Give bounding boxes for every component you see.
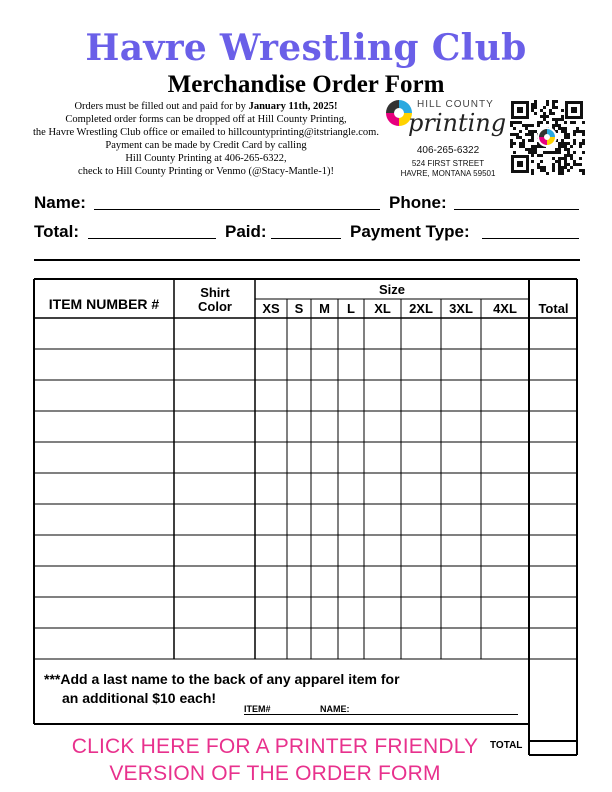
- total-input-line[interactable]: [88, 238, 216, 239]
- qr-module: [576, 163, 579, 166]
- qr-module: [531, 139, 534, 142]
- qr-module: [525, 133, 528, 136]
- qr-module: [576, 130, 579, 133]
- qr-module: [564, 166, 567, 169]
- qr-module: [561, 157, 564, 160]
- qr-module: [552, 103, 555, 106]
- qr-module: [561, 130, 564, 133]
- qr-module: [579, 163, 582, 166]
- qr-module: [564, 121, 567, 124]
- qr-module: [531, 136, 534, 139]
- qr-module: [564, 148, 567, 151]
- qr-module: [534, 148, 537, 151]
- qr-module: [567, 151, 570, 154]
- qr-module: [555, 151, 558, 154]
- qr-module: [582, 151, 585, 154]
- qr-module: [525, 127, 528, 130]
- qr-module: [558, 127, 561, 130]
- intro-line-deadline: Orders must be filled out and paid for by January 11th, 2025!: [74, 101, 338, 112]
- column-header-total: Total: [538, 301, 569, 316]
- logo-brand-script: printing: [408, 109, 507, 137]
- qr-module: [558, 142, 561, 145]
- paid-label: Paid:: [225, 222, 267, 241]
- qr-module: [582, 121, 585, 124]
- divider: [34, 259, 580, 261]
- qr-module: [549, 112, 552, 115]
- qr-module: [564, 142, 567, 145]
- page-title: Havre Wrestling Club: [85, 27, 527, 69]
- qr-module: [555, 106, 558, 109]
- qr-module: [549, 151, 552, 154]
- qr-module: [552, 100, 555, 103]
- qr-module: [546, 100, 549, 103]
- qr-module: [555, 121, 558, 124]
- qr-module: [531, 106, 534, 109]
- qr-module: [579, 130, 582, 133]
- qr-module: [531, 130, 534, 133]
- logo-brand-top: HILL COUNTY: [417, 99, 494, 110]
- qr-module: [552, 166, 555, 169]
- qr-module: [564, 163, 567, 166]
- column-header-size: Size: [378, 282, 405, 297]
- qr-module: [582, 142, 585, 145]
- qr-module: [567, 142, 570, 145]
- qr-module: [555, 100, 558, 103]
- phone-label: Phone:: [389, 193, 447, 212]
- qr-module: [552, 163, 555, 166]
- qr-module: [543, 151, 546, 154]
- qr-module: [513, 142, 516, 145]
- grand-total-label: TOTAL: [490, 740, 523, 751]
- qr-module: [540, 109, 543, 112]
- qr-module: [510, 145, 513, 148]
- qr-module: [561, 139, 564, 142]
- last-name-note-line2: an additional $10 each!: [62, 690, 217, 706]
- size-header-xl: XL: [374, 301, 391, 316]
- printer-friendly-link-line1[interactable]: CLICK HERE FOR A PRINTER FRIENDLY: [71, 735, 479, 758]
- qr-module: [519, 121, 522, 124]
- qr-module: [567, 136, 570, 139]
- payment-type-label: Payment Type:: [350, 222, 470, 241]
- qr-module: [573, 160, 576, 163]
- intro-line: check to Hill County Printing or Venmo (@Stacy-Mantle-1)!: [78, 166, 334, 177]
- qr-module: [582, 130, 585, 133]
- qr-module: [528, 130, 531, 133]
- qr-module: [561, 127, 564, 130]
- qr-module: [558, 151, 561, 154]
- qr-module: [564, 130, 567, 133]
- qr-module: [564, 145, 567, 148]
- qr-module: [543, 166, 546, 169]
- qr-module: [567, 148, 570, 151]
- qr-code-icon[interactable]: [509, 99, 585, 175]
- qr-module: [552, 106, 555, 109]
- size-header-xs: XS: [262, 301, 280, 316]
- intro-line: Hill County Printing at 406-265-6322,: [125, 153, 287, 164]
- qr-module: [582, 139, 585, 142]
- qr-module: [522, 145, 525, 148]
- qr-module: [561, 115, 564, 118]
- logo-city: HAVRE, MONTANA 59501: [400, 169, 496, 178]
- qr-module: [543, 118, 546, 121]
- qr-module: [558, 166, 561, 169]
- qr-module: [555, 118, 558, 121]
- form-subtitle: Merchandise Order Form: [167, 71, 445, 98]
- qr-module: [543, 169, 546, 172]
- name-input-line[interactable]: [94, 209, 380, 210]
- name-label: Name:: [34, 193, 86, 212]
- qr-module: [537, 166, 540, 169]
- qr-module: [537, 163, 540, 166]
- qr-module: [564, 133, 567, 136]
- qr-module: [540, 154, 543, 157]
- qr-module: [534, 103, 537, 106]
- total-label: Total:: [34, 222, 80, 241]
- size-header-2xl: 2XL: [409, 301, 433, 316]
- qr-module: [534, 151, 537, 154]
- qr-module: [522, 139, 525, 142]
- qr-module: [537, 154, 540, 157]
- size-header-4xl: 4XL: [493, 301, 517, 316]
- qr-module: [558, 118, 561, 121]
- printer-friendly-link-line2[interactable]: VERSION OF THE ORDER FORM: [109, 762, 441, 785]
- qr-module: [531, 172, 534, 175]
- qr-module: [582, 172, 585, 175]
- qr-module: [561, 169, 564, 172]
- qr-module: [519, 142, 522, 145]
- qr-module: [519, 145, 522, 148]
- qr-module: [534, 106, 537, 109]
- qr-module: [558, 160, 561, 163]
- qr-module: [519, 136, 522, 139]
- qr-module: [561, 166, 564, 169]
- qr-module: [561, 109, 564, 112]
- qr-module: [531, 148, 534, 151]
- column-header-item-number: ITEM NUMBER #: [48, 296, 160, 312]
- qr-module: [510, 142, 513, 145]
- qr-module: [531, 124, 534, 127]
- qr-module: [552, 157, 555, 160]
- qr-module: [528, 151, 531, 154]
- qr-module: [579, 157, 582, 160]
- qr-module: [510, 121, 513, 124]
- qr-module: [576, 127, 579, 130]
- qr-module: [570, 154, 573, 157]
- qr-module: [582, 133, 585, 136]
- qr-module: [525, 124, 528, 127]
- size-header-l: L: [347, 301, 355, 316]
- qr-module: [531, 169, 534, 172]
- size-header-3xl: 3XL: [449, 301, 473, 316]
- qr-module: [570, 157, 573, 160]
- qr-module: [573, 121, 576, 124]
- qr-module: [522, 124, 525, 127]
- last-name-label: NAME:: [320, 704, 350, 714]
- qr-module: [558, 145, 561, 148]
- phone-input-line[interactable]: [454, 209, 579, 210]
- qr-module: [531, 160, 534, 163]
- qr-module: [534, 112, 537, 115]
- qr-module: [564, 157, 567, 160]
- qr-module: [531, 103, 534, 106]
- qr-module: [561, 118, 564, 121]
- qr-module: [510, 133, 513, 136]
- qr-module: [540, 121, 543, 124]
- qr-module: [513, 133, 516, 136]
- qr-module: [573, 130, 576, 133]
- qr-module: [513, 127, 516, 130]
- qr-module: [570, 166, 573, 169]
- qr-module: [549, 109, 552, 112]
- qr-module: [537, 124, 540, 127]
- qr-module: [564, 154, 567, 157]
- qr-module: [534, 130, 537, 133]
- qr-module: [552, 118, 555, 121]
- qr-module: [540, 169, 543, 172]
- qr-module: [564, 127, 567, 130]
- qr-module: [528, 148, 531, 151]
- qr-module: [546, 151, 549, 154]
- qr-module: [531, 133, 534, 136]
- column-header-shirt-line2: Color: [198, 299, 232, 314]
- qr-module: [555, 148, 558, 151]
- qr-module: [567, 169, 570, 172]
- qr-module: [567, 163, 570, 166]
- qr-module: [537, 121, 540, 124]
- qr-module: [519, 130, 522, 133]
- qr-module: [552, 112, 555, 115]
- qr-module: [561, 142, 564, 145]
- last-name-note-line1: ***Add a last name to the back of any apparel item for: [44, 671, 400, 687]
- paid-input-line[interactable]: [271, 238, 341, 239]
- qr-module: [540, 166, 543, 169]
- column-header-shirt-line1: Shirt: [200, 285, 230, 300]
- qr-module: [567, 154, 570, 157]
- qr-module: [528, 124, 531, 127]
- qr-module: [543, 115, 546, 118]
- qr-module: [543, 112, 546, 115]
- deadline-date: January 11th, 2025!: [248, 101, 338, 112]
- qr-module: [558, 169, 561, 172]
- logo-phone: 406-265-6322: [416, 145, 480, 156]
- qr-module: [567, 133, 570, 136]
- qr-module: [531, 154, 534, 157]
- qr-module: [546, 121, 549, 124]
- qr-module: [525, 148, 528, 151]
- qr-module: [510, 139, 513, 142]
- qr-module: [531, 109, 534, 112]
- intro-line: Payment can be made by Credit Card by calling: [105, 140, 307, 151]
- logo-street: 524 FIRST STREET: [411, 159, 485, 168]
- last-name-input-line[interactable]: [244, 714, 518, 715]
- qr-module: [552, 151, 555, 154]
- size-header-m: M: [319, 301, 330, 316]
- intro-line: the Havre Wrestling Club office or emailed to hillcountyprinting@itstriangle.com.: [33, 127, 379, 138]
- qr-module: [546, 115, 549, 118]
- item-number-label: ITEM#: [244, 704, 271, 714]
- qr-module: [573, 133, 576, 136]
- qr-module: [534, 100, 537, 103]
- qr-module: [513, 121, 516, 124]
- qr-module: [555, 160, 558, 163]
- qr-module: [564, 160, 567, 163]
- qr-module: [552, 169, 555, 172]
- qr-module: [540, 160, 543, 163]
- qr-module: [579, 169, 582, 172]
- intro-line: Completed order forms can be dropped off at Hill County Printing,: [65, 114, 347, 125]
- payment-type-input-line[interactable]: [482, 238, 579, 239]
- qr-module: [537, 145, 540, 148]
- qr-module: [570, 121, 573, 124]
- qr-module: [558, 157, 561, 160]
- qr-module: [573, 163, 576, 166]
- qr-module: [522, 142, 525, 145]
- size-header-s: S: [294, 301, 304, 316]
- qr-module: [570, 145, 573, 148]
- qr-module: [516, 133, 519, 136]
- qr-module: [564, 136, 567, 139]
- qr-module: [558, 163, 561, 166]
- qr-module: [558, 148, 561, 151]
- qr-module: [579, 142, 582, 145]
- qr-module: [531, 145, 534, 148]
- qr-module: [513, 151, 516, 154]
- qr-module: [573, 151, 576, 154]
- qr-module: [561, 172, 564, 175]
- qr-module: [528, 139, 531, 142]
- qr-module: [516, 121, 519, 124]
- qr-module: [552, 124, 555, 127]
- qr-module: [543, 106, 546, 109]
- qr-module: [546, 103, 549, 106]
- qr-module: [561, 145, 564, 148]
- qr-module: [573, 142, 576, 145]
- qr-module: [510, 124, 513, 127]
- qr-module: [582, 169, 585, 172]
- qr-module: [546, 172, 549, 175]
- qr-module: [573, 139, 576, 142]
- qr-module: [516, 136, 519, 139]
- qr-module: [531, 151, 534, 154]
- qr-module: [579, 145, 582, 148]
- last-name-note: [44, 670, 400, 708]
- qr-module: [534, 145, 537, 148]
- qr-module: [555, 124, 558, 127]
- qr-module: [558, 124, 561, 127]
- qr-module: [528, 133, 531, 136]
- qr-module: [540, 115, 543, 118]
- qr-module: [558, 172, 561, 175]
